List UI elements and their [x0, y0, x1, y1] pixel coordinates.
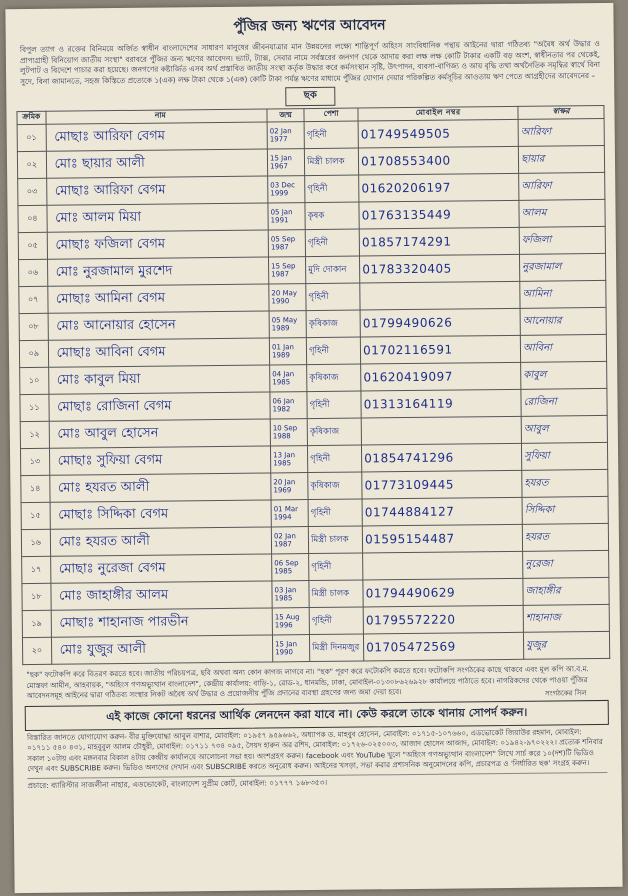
row-signature: আবুল	[521, 415, 607, 443]
row-name: মোছাঃ সিদ্দিকা বেগম	[50, 500, 272, 529]
row-dob: 05 Sep 1987	[268, 230, 305, 257]
row-dob: 20 May 1990	[269, 284, 306, 311]
row-signature: কাবুল	[521, 361, 607, 389]
row-dob: 02 Jan 1977	[267, 122, 304, 149]
row-serial: ০৮	[19, 313, 48, 340]
row-phone: 01749549505	[358, 119, 518, 148]
row-occupation: গৃহিনী	[305, 229, 359, 257]
form-title: পুঁজির জন্য ঋণের আবেদন	[233, 17, 386, 35]
row-phone: 01854741296	[362, 443, 522, 472]
row-serial: ০৯	[19, 340, 48, 367]
row-name: মোঃ আনোয়ার হোসেন	[48, 311, 270, 340]
row-occupation: কৃষিকাজ	[307, 418, 361, 446]
row-occupation: গৃহিনী	[308, 445, 362, 473]
row-signature: ফজিলা	[519, 226, 605, 254]
row-occupation: কৃষিকাজ	[306, 310, 360, 338]
row-dob: 05 May 1989	[269, 311, 306, 338]
row-phone: 01702116591	[360, 335, 520, 364]
row-signature: আমিনা	[520, 280, 606, 308]
row-signature: ছায়ার	[518, 145, 604, 173]
row-serial: ২০	[22, 637, 51, 664]
row-name: মোছাঃ নুরেজা বেগম	[50, 554, 272, 583]
row-phone: 01744884127	[362, 497, 522, 526]
row-serial: ১২	[20, 421, 49, 448]
row-serial: ০৩	[18, 178, 47, 205]
row-dob: 20 Jan 1969	[271, 473, 308, 500]
row-name: মোছাঃ আমিনা বেগম	[47, 284, 269, 313]
instructions-text: "ছক" ফটোকপি করে বিতরণ করতে হবে। জাতীয় পরিচয়পত্র, ছবি অথবা অন্য কোন কাগজ লাগবে না। "ছক" পূরণ করে ফটোকপি করতে হবে। ফটোকপি সংগঠকের কাছে থাকবে এবং মূল কপি আ.ব.ম. মোস্তফা আমীন, আহবায়ক, "অহিংস গণঅভ্যুত্থান বাংলাদেশ", কেন্দ্রীয় কার্যালয়: বাড়ি-১, রোড-২, ধানমন্ডি, ঢাকা, মোবাইল-০১৩০৮৬২৬৯২৮ কার্যালয়ে পাঠাতে হবে। নাগরিকদের থেকে পাওয়া পুঁজির আবেদনসমূহ আইনের দ্বারা গঠিতব্য সংস্থার নিকট অবৈধ অর্থ উদ্ধার ও প্রয়োজনীয় পুঁজি প্রদানের ব্যবস্থা গ্রহণের জন্য জমা দেয়া হবে।	[26, 664, 589, 701]
row-occupation: কৃষক	[305, 202, 359, 230]
warning-box: এই কাজে কোনো ধরনের আর্থিক লেনদেন করা যাবে না। কেউ করলে তাকে থানায় সোপর্দ করুন।	[25, 699, 609, 730]
row-dob: 10 Sep 1988	[270, 419, 307, 446]
applicant-table	[16, 105, 610, 665]
row-occupation: গৃহিনী	[306, 337, 360, 365]
row-phone: 01857174291	[359, 227, 519, 256]
row-serial: ০১	[17, 124, 46, 151]
row-serial: ০৪	[18, 205, 47, 232]
row-dob: 01 Mar 1994	[271, 500, 308, 527]
row-occupation: মুদি দোকান	[306, 256, 360, 284]
row-dob: 15 Sep 1987	[269, 257, 306, 284]
row-signature: হযরত	[522, 523, 608, 551]
row-occupation: কৃষিকাজ	[308, 472, 362, 500]
row-name: মোঃ হযরত আলী	[49, 473, 271, 502]
col-job: পেশা	[304, 108, 358, 122]
row-dob: 03 Jan 1985	[272, 581, 309, 608]
row-serial: ০৫	[18, 232, 47, 259]
contacts-paragraph: বিস্তারিত জানতে যোগাযোগ করুন- বীর মুক্তিযোদ্ধা আবুল বাশার, মোবাইল: ০১৯৫৭ ৯৫৯৬৬২, অধ্যাপক ড. মাহবুব হোসেন, মোবাইল: ০১৭১৫-১০৭৬৬০, এডভোকেট জিয়াউর রহমান, মোবাইল: ০১৭১১ ৫৪০ ৪৩১, মাহবুবুল আলম চৌধুরী, মোবাইল: ০১৭১১ ৭৩৪ ০৯৫, সৈয়দ হারুন অর রশিদ, মোবাইল: ০১৭২৬-০২৫০০৩, আজাদ হোসেন আজাদ, মোবাইল: ০১৯৪২-৯৭০২২২। প্রত্যেক শনিবার সকাল ১০টায় এবং মঙ্গলবার বিকাল ৪টায় কেন্দ্রীয় কার্যালয়ে আলোচনা সভা হয়। অংশগ্রহণ করুন। facebook এবং YouTube খুলে "অহিংস গণঅভ্যুত্থান বাংলাদেশ" লিখে সার্চ করে ১০(দশ)টি ভিডিও দেখুন এবং SUBSCRIBE করুন। ভিডিও অন্যদের দেখান এবং SUBSCRIBE করতে অনুরোধ করুন। আইনের খসড়া, সভা করার প্রশাসনিক অনুমোদনের কপি, প্রচারপত্র ও 'নির্ধারিত ছক' সংগ্রহ করুন।	[26, 726, 603, 774]
row-dob: 13 Jan 1985	[271, 446, 308, 473]
row-name: মোঃ যুজুর আলী	[51, 635, 273, 664]
row-phone: 01708553400	[359, 146, 519, 175]
table-row	[22, 631, 609, 664]
row-occupation: মিস্ত্রী চালক	[309, 580, 363, 608]
row-name: মোঃ নুরজামাল মুরশেদ	[47, 257, 269, 286]
row-dob: 02 Jan 1987	[271, 527, 308, 554]
row-name: মোঃ হযরত আলী	[50, 527, 272, 556]
row-occupation: গৃহিনী	[306, 283, 360, 311]
row-signature: আলম	[519, 199, 605, 227]
row-name: মোছাঃ ফজিলা বেগম	[47, 230, 269, 259]
row-serial: ১৪	[21, 475, 50, 502]
row-occupation: গৃহিনী	[305, 175, 359, 203]
row-occupation: মিস্ত্রী দিনমজুর	[310, 634, 364, 662]
row-name: মোছাঃ আরিফা বেগম	[46, 176, 268, 205]
row-dob: 06 Jan 1982	[270, 392, 307, 419]
col-sign: স্বাক্ষর	[518, 105, 604, 119]
row-phone: 01705472569	[364, 632, 524, 661]
row-serial: ১৮	[22, 583, 51, 610]
row-dob: 03 Dec 1999	[268, 176, 305, 203]
row-phone: 01799490626	[360, 308, 520, 337]
row-phone: 01620206197	[359, 173, 519, 202]
row-occupation: গৃহিনী	[304, 121, 358, 149]
row-name: মোছাঃ সুফিয়া বেগম	[49, 446, 271, 475]
row-phone	[360, 281, 520, 310]
row-name: মোছাঃ রোজিনা বেগম	[49, 392, 271, 421]
row-signature: আরিফা	[518, 118, 604, 146]
row-signature: নুরেজা	[523, 550, 609, 578]
col-dob: জন্ম	[267, 109, 304, 122]
row-phone: 01795572220	[363, 605, 523, 634]
row-serial: ১৬	[21, 529, 50, 556]
row-signature: আনোয়ার	[520, 307, 606, 335]
col-phone: মোবাইল নম্বর	[358, 106, 518, 121]
row-name: মোছাঃ আরিফা বেগম	[46, 122, 268, 151]
row-signature: নুরজামাল	[520, 253, 606, 281]
row-dob: 05 Jan 1991	[268, 203, 305, 230]
row-occupation: গৃহিনী	[308, 499, 362, 527]
row-serial: ১৯	[22, 610, 51, 637]
row-name: মোঃ ছায়ার আলী	[46, 149, 268, 178]
instructions-footer	[26, 664, 606, 702]
row-occupation: মিস্ত্রী চালক	[304, 148, 358, 176]
row-serial: ০২	[17, 151, 46, 178]
row-serial: ১৭	[22, 556, 51, 583]
row-signature: আরিফা	[519, 172, 605, 200]
row-occupation: গৃহিনী	[309, 607, 363, 635]
row-phone: 01773109445	[362, 470, 522, 499]
row-signature: জাহাঙ্গীর	[523, 577, 609, 605]
row-serial: ০৬	[19, 259, 48, 286]
row-occupation: মিস্ত্রী চালক	[308, 526, 362, 554]
row-name: মোঃ আলম মিয়া	[47, 203, 269, 232]
row-name: মোঃ আবুল হোসেন	[49, 419, 271, 448]
organizer-seal-label: সংগঠকের সিল	[544, 689, 587, 698]
row-signature: শাহানাজ	[523, 604, 609, 632]
row-signature: যুজুর	[524, 631, 610, 659]
row-dob: 15 Jan 1967	[267, 149, 304, 176]
row-dob: 04 Jan 1985	[270, 365, 307, 392]
row-phone	[363, 551, 523, 580]
row-serial: ১৫	[21, 502, 50, 529]
row-signature: সুফিয়া	[522, 442, 608, 470]
row-signature: রোজিনা	[521, 388, 607, 416]
row-serial: ১৩	[20, 448, 49, 475]
row-signature: হযরত	[522, 469, 608, 497]
row-dob: 01 Jan 1989	[269, 338, 306, 365]
row-phone: 01620419097	[361, 362, 521, 391]
row-serial: ০৭	[19, 286, 48, 313]
promoter-line: প্রচারে: ব্যারিস্টার সাজলীনা নাহার, এডভোকেট, বাংলাদেশ সুপ্রীম কোর্ট, মোবাইল: ০১৭৭৭ ১৬৮৩৫৩।	[27, 771, 607, 792]
row-phone: 01783320405	[360, 254, 520, 283]
row-phone: 01763135449	[359, 200, 519, 229]
row-phone	[361, 416, 521, 445]
row-serial: ১০	[20, 367, 49, 394]
col-serial: ক্রমিক	[17, 111, 46, 124]
row-occupation: কৃষিকাজ	[307, 364, 361, 392]
row-dob: 15 Jan 1990	[272, 635, 309, 662]
row-name: মোঃ জাহাঙ্গীর আলম	[50, 581, 272, 610]
table-title: ছক	[285, 87, 335, 107]
application-form-paper	[5, 3, 622, 893]
row-occupation: গৃহিনী	[307, 391, 361, 419]
row-occupation: গৃহিনী	[309, 553, 363, 581]
row-phone: 01313164119	[361, 389, 521, 418]
row-dob: 06 Sep 1985	[272, 554, 309, 581]
row-signature: আবিনা	[520, 334, 606, 362]
col-name: নাম	[46, 109, 268, 124]
row-signature: সিদ্দিকা	[522, 496, 608, 524]
row-serial: ১১	[20, 394, 49, 421]
row-name: মোঃ কাবুল মিয়া	[48, 365, 270, 394]
row-dob: 15 Aug 1996	[272, 608, 309, 635]
row-name: মোছাঃ শাহানাজ পারভীন	[51, 608, 273, 637]
intro-paragraph: বিপুল ত্যাগ ও রক্তের বিনিময়ে অর্জিত স্বাধীন বাংলাদেশের সাধারণ মানুষের জীবনযাত্রার মান উন্নয়নের লক্ষ্যে শান্তিপূর্ণ অহিংস সাংবিধানিক পন্থায় আইনের দ্বারা গঠিতব্য "অবৈধ অর্থ উদ্ধার ও প্রাপ্যগ্রাহী বিনিয়োগ জাতীয় সংস্থা" বরাবরে পুঁজির জন্য ঋণের আবেদন। ভ্যাট, ট্যাক্স, সেবার নামে সর্বস্তরের জনগণ থেকে আদায় করা লক্ষ লক্ষ কোটি টাকার একটি বড় অংশ, স্বাধীনতার পর থেকেই, লুটপাট ও বিদেশে পাচার করা হয়েছে। জনগণের কষ্টার্জিত এসব অর্থ প্রস্তাবিত জাতীয় সংস্থা কর্তৃক উদ্ধার করে কর্মসংস্থান সৃষ্টি, উৎপাদন, ব্যবসা-বাণিজ্য ও আয় বৃদ্ধি তথা অর্থনৈতিক সমৃদ্ধির স্বার্থে বিনা সুদে, বিনা জামানতে, সহজ কিস্তিতে প্রত্যেকে ১(এক) লক্ষ টাকা থেকে ১(এক) কোটি টাকা পর্যন্ত ঋণের মাধ্যমে পুঁজির যোগান দেয়ার পরিকল্পিত কর্মসূচির আওতায় ঋণ পেতে আগ্রহীদের আবেদনের –	[19, 38, 601, 86]
row-phone: 01595154487	[362, 524, 522, 553]
row-name: মোছাঃ আবিনা বেগম	[48, 338, 270, 367]
row-phone: 01794490629	[363, 578, 523, 607]
